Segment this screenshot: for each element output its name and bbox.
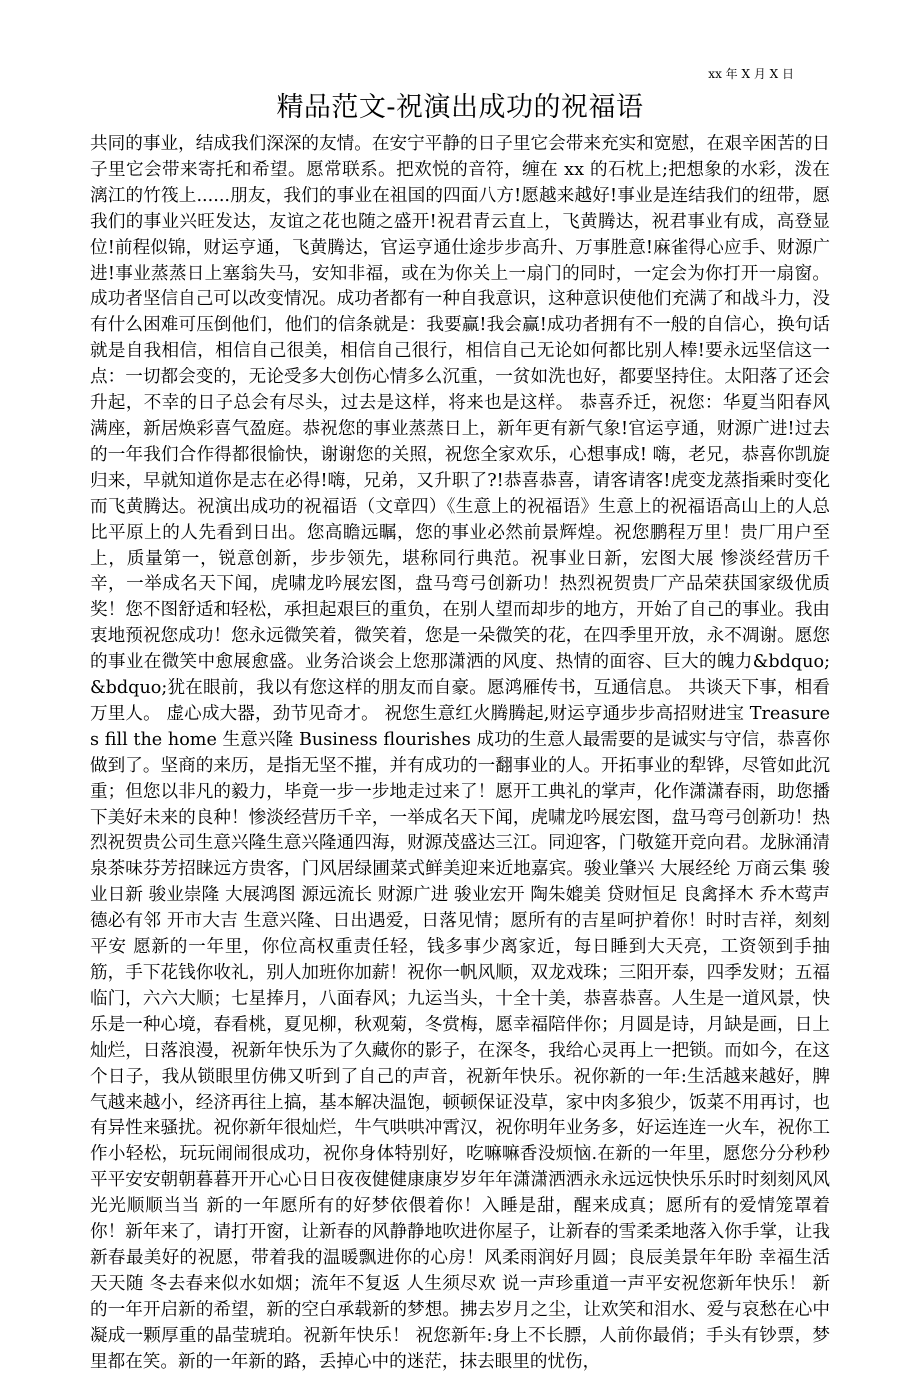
document-body: 共同的事业，结成我们深深的友情。在安宁平静的日子里它会带来充实和宽慰，在艰辛困苦的日子里它会带来寄托和希望。愿常联系。把欢悦的音符，缠在 xx 的石枕上;把想象的水彩，泼在漓江的竹筏上......朋友，我们的事业在祖国的四面八方!愿越来越好!事业是连结我们的纽带，愿我们的事业兴旺发达，友谊之花也随之盛开!祝君青云直上，飞黄腾达，祝君事业有成，高登显位!前程似锦，财运亨通，飞黄腾达，官运亨通仕途步步高升、万事胜意!麻雀得心应手、财源广进!事业蒸蒸日上塞翁失马，安知非福，或在为你关上一扇门的同时，一定会为你打开一扇窗。成功者坚信自己可以改变情况。成功者都有一种自我意识，这种意识使他们充满了和战斗力，没有什么困难可压倒他们，他们的信条就是：我要赢!我会赢!成功者拥有不一般的自信心，换句话就是自我相信，相信自己很美，相信自己很行，相信自己无论如何都比别人棒!要永远坚信这一点：一切都会变的，无论受多大创伤心情多么沉重，一贫如洗也好，都要坚持住。太阳落了还会升起，不幸的日子总会有尽头，过去是这样，将来也是这样。 恭喜乔迁，祝您：华夏当阳春风满座，新居焕彩喜气盈庭。恭祝您的事业蒸蒸日上，新年更有新气象!官运亨通，财源广进!过去的一年我们合作得都很愉快，谢谢您的关照，祝您全家欢乐，心想事成! 嗨，老兄，恭喜你凯旋归来，早就知道你是志在必得!嗨，兄弟，又升职了?!恭喜恭喜，请客请客!虎变龙蒸指乘时变化而飞黄腾达。祝演出成功的祝福语（文章四）《生意上的祝福语》生意上的祝福语高山上的人总比平原上的人先看到日出。您高瞻远瞩，您的事业必然前景辉煌。祝您鹏程万里！贵厂用户至上，质量第一，锐意创新，步步领先，堪称同行典范。祝事业日新，宏图大展 惨淡经营历千辛，一举成名天下闻，虎啸龙吟展宏图，盘马弯弓创新功！热烈祝贺贵厂产品荣获国家级优质奖！您不图舒适和轻松，承担起艰巨的重负，在别人望而却步的地方，开始了自己的事业。我由衷地预祝您成功！您永远微笑着，微笑着，您是一朵微笑的花，在四季里开放，永不凋谢。愿您的事业在微笑中愈展愈盛。业务洽谈会上您那潇洒的风度、热情的面容、巨大的魄力&bdquo;&bdquo;犹在眼前，我以有您这样的朋友而自豪。愿鸿雁传书，互通信息。 共谈天下事，相看万里人。 虚心成大器，劲节见奇才。 祝您生意红火腾腾起,财运亨通步步高招财进宝 Treasures fill the home 生意兴隆 Business flourishes 成功的生意人最需要的是诚实与守信，恭喜你做到了。坚商的来历，是指无坚不摧，并有成功的一翻事业的人。开拓事业的犁铧，尽管如此沉重；但您以非凡的毅力，毕竟一步一步地走过来了！愿开工典礼的掌声，化作潇潇春雨，助您播下美好未来的良种！惨淡经营历千辛，一举成名天下闻，虎啸龙吟展宏图，盘马弯弓创新功！热烈祝贺贵公司生意兴隆生意兴隆通四海，财源茂盛达三江。同迎客，门敬筵开竞向君。龙脉涌清泉茶味芬芳招睐远方贵客，门风居绿圃菜式鲜美迎来近地嘉宾。骏业肇兴 大展经纶 万商云集 骏业日新 骏业崇隆 大展鸿图 源远流长 财源广进 骏业宏开 陶朱媲美 贷财恒足 良禽择木 乔木莺声 德必有邻 开市大吉 生意兴隆、日出遇爱，日落见情；愿所有的吉星呵护着你！时时吉祥，刻刻平安 愿新的一年里，你位高权重责任轻，钱多事少离家近，每日睡到大天亮，工资领到手抽筋，手下花钱你收礼，别人加班你加薪！祝你一帆风顺，双龙戏珠；三阳开泰，四季发财；五福临门，六六大顺；七星捧月，八面春风；九运当头，十全十美，恭喜恭喜。人生是一道风景，快乐是一种心境，春看桃，夏见柳，秋观菊，冬赏梅，愿幸福陪伴你；月圆是诗，月缺是画，日上灿烂，日落浪漫，祝新年快乐为了久藏你的影子，在深冬，我给心灵再上一把锁。而如今，在这个日子，我从锁眼里仿佛又听到了自己的声音，祝新年快乐。祝你新的一年:生活越来越好，脾气越来越小，经济再往上搞，基本解决温饱，顿顿保证没草，家中肉多狼少，饭菜不用再讨，也有异性来骚扰。祝你新年很灿烂，牛气哄哄冲霄汉，祝你明年业务多，好运连连一火车，祝你工作小轻松，玩玩闹闹很成功，祝你身体特别好，吃嘛嘛香没烦恼.在新的一年里，愿您分分秒秒平平安安朝朝暮暮开开心心日日夜夜健健康康岁岁年年潇潇洒洒永永远远快快乐乐时时刻刻风风光光顺顺当当 新的一年愿所有的好梦依偎着你！入睡是甜，醒来成真；愿所有的爱情笼罩着你！新年来了，请打开窗，让新春的风静静地吹进你屋子，让新春的雪柔柔地落入你手掌，让我新春最美好的祝愿，带着我的温暖飘进你的心房！风柔雨润好月圆；良辰美景年年盼 幸福生活天天随 冬去春来似水如烟；流年不复返 人生须尽欢 说一声珍重道一声平安祝您新年快乐！ 新的一年开启新的希望，新的空白承载新的梦想。拂去岁月之尘，让欢笑和泪水、爱与哀愁在心中凝成一颗厚重的晶莹琥珀。祝新年快乐！ 祝您新年:身上不长膘，人前你最俏；手头有钞票，梦里都在笑。新的一年新的路，丢掉心中的迷茫，抹去眼里的忧伤， — [90, 134, 830, 1372]
document-title: 精品范文-祝演出成功的祝福语 — [276, 92, 644, 123]
date-line: xx 年 X 月 X 日 — [708, 67, 794, 81]
